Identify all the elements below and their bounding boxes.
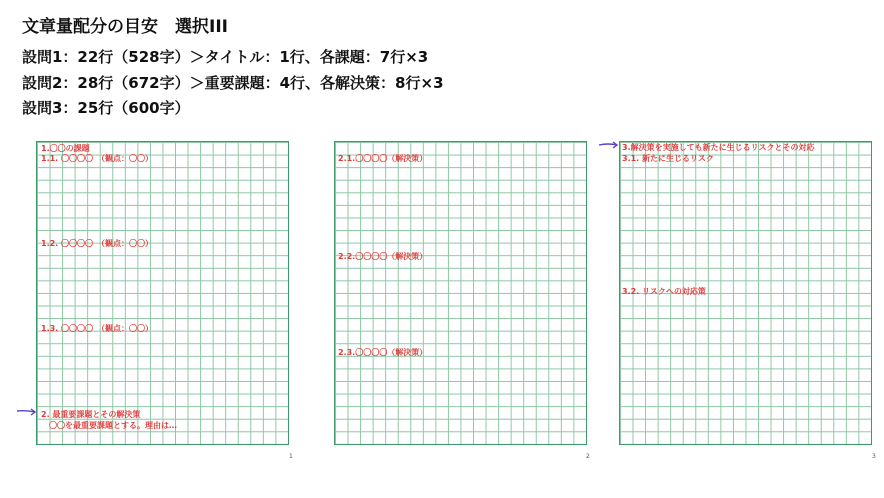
page-number-1: 1 xyxy=(289,453,293,460)
page-title: 文章量配分の目安 選択III xyxy=(22,17,228,37)
note-3-1: 3.1. 新たに生じるリスク xyxy=(622,154,714,163)
question-3-guideline: 設問3：25行（600字） xyxy=(22,99,190,117)
note-1-2: 1.2. 〇〇〇〇 （観点：〇〇） xyxy=(41,239,153,248)
question-1-guideline: 設問1：22行（528字）＞タイトル：1行、各課題：7行×3 xyxy=(22,48,429,66)
note-heading-1: 1.〇〇の課題 xyxy=(41,144,90,153)
note-heading-2: 2. 最重要課題とその解決策 xyxy=(41,410,141,419)
grid-sheet-2 xyxy=(334,141,587,445)
page-number-2: 2 xyxy=(586,453,590,460)
page-number-3: 3 xyxy=(872,453,876,460)
note-2-2: 2.2.〇〇〇〇（解決策） xyxy=(338,252,428,261)
note-1-1: 1.1. 〇〇〇〇 （観点：〇〇） xyxy=(41,154,153,163)
arrow-pointer-icon xyxy=(598,140,620,150)
note-2-body: 〇〇を最重要課題とする。理由は… xyxy=(41,421,177,430)
note-heading-3: 3.解決策を実施しても新たに生じるリスクとその対応 xyxy=(622,143,815,152)
note-3-2: 3.2. リスクへの対応策 xyxy=(622,287,706,296)
grid-sheet-3 xyxy=(619,141,872,445)
arrow-pointer-icon xyxy=(16,405,38,417)
note-1-3: 1.3. 〇〇〇〇 （観点：〇〇） xyxy=(41,324,153,333)
question-2-guideline: 設問2：28行（672字）＞重要課題：4行、各解決策：8行×3 xyxy=(22,74,444,92)
note-2-3: 2.3.〇〇〇〇（解決策） xyxy=(338,348,428,357)
note-2-1: 2.1.〇〇〇〇（解決策） xyxy=(338,154,428,163)
grid-sheet-1 xyxy=(36,141,289,445)
